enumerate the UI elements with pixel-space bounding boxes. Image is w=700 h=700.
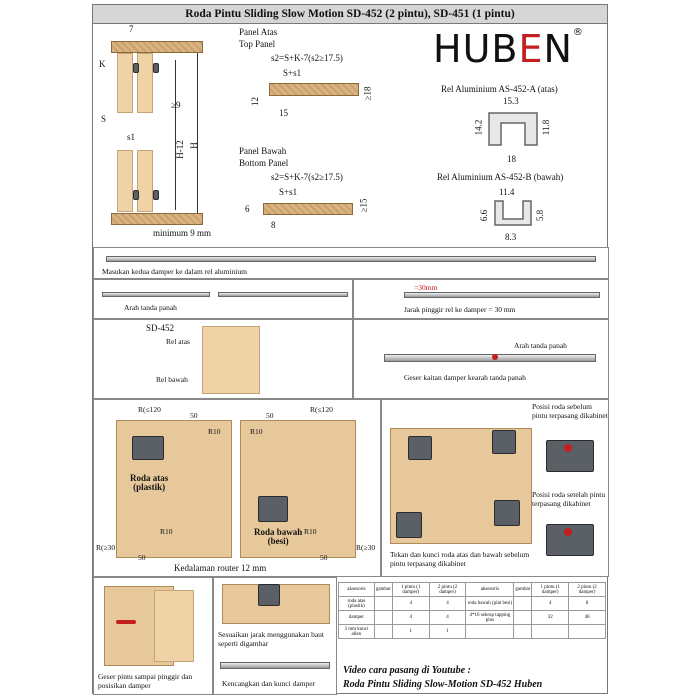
wheel-icon — [408, 436, 432, 460]
table-cell: 4 — [429, 611, 466, 625]
step2a-caption: Arah tanda panah — [124, 303, 177, 312]
rail-icon — [404, 292, 600, 298]
dim-h: H — [188, 142, 199, 149]
minimum-label: minimum 9 mm — [153, 228, 212, 238]
step6-left-caption: Geser pintu sampai pinggir dan posisikan damper — [98, 672, 193, 690]
table-header: gambar — [514, 583, 532, 597]
table-cell — [532, 625, 569, 639]
step-adjust — [213, 577, 337, 695]
bottom-panel-bottom: 8 — [271, 220, 276, 230]
sd452-label: SD-452 — [146, 323, 175, 333]
table-header: 1 pintu (1 damper) — [532, 583, 569, 597]
table-cell: 4 — [532, 597, 569, 611]
dim-k: K — [99, 59, 106, 69]
step4-l2: 50 — [190, 411, 198, 420]
position-before-label: Posisi roda sebelum pintu terpasang dikabinet — [532, 402, 608, 420]
bottom-panel-ss1: S+s1 — [279, 187, 298, 197]
red-marker-icon — [564, 528, 572, 536]
rail-b-right: 5.8 — [535, 209, 546, 222]
table-header: 2 pintu (2 damper) — [429, 583, 466, 597]
step4-b4: R10 — [304, 527, 317, 536]
top-panel-bottom: 15 — [279, 108, 288, 118]
table-cell: 1 — [429, 625, 466, 639]
youtube-line2: Roda Pintu Sliding Slow-Motion SD-452 Huben — [343, 679, 543, 690]
arrow-icon — [116, 620, 136, 624]
instruction-sheet — [92, 4, 608, 694]
step-arrow-direction — [93, 279, 353, 319]
table-cell — [569, 625, 606, 639]
table-header-row — [339, 583, 606, 597]
step4-l6: R10 — [250, 427, 263, 436]
wheel-icon — [396, 512, 422, 538]
bottom-panel-formula: s2=S+K-7(s2≥17.5) — [271, 172, 343, 182]
step4-l5: R10 — [208, 427, 221, 436]
table-cell: roda atas (plastik) — [339, 597, 375, 611]
table-cell: 4 — [429, 597, 466, 611]
step-slide-damper — [353, 319, 609, 399]
table-cell: 4 — [392, 597, 429, 611]
bottom-panel-right: ≥15 — [358, 198, 369, 213]
accessories-table — [338, 582, 606, 639]
damper-icon — [102, 292, 210, 297]
step4-b1: R(≥30 — [96, 543, 116, 552]
top-panel-label-en: Top Panel — [239, 39, 276, 49]
page-title: Roda Pintu Sliding Slow Motion SD-452 (2 pintu), SD-451 (1 pintu) — [93, 5, 607, 24]
rail-a-width: 15.3 — [503, 96, 519, 106]
roda-atas-label: Roda atas (plastik) — [130, 473, 169, 492]
upper-wheel-icon — [132, 436, 164, 460]
damper-rail-icon — [384, 354, 596, 362]
table-header: 1 pintu (1 damper) — [392, 583, 429, 597]
step4-l4: 50 — [266, 411, 274, 420]
table-header: aksesoris — [466, 583, 514, 597]
step-insert-damper — [93, 247, 609, 279]
step4-l3: R(≤120 — [310, 405, 333, 414]
top-panel-strip — [111, 41, 203, 53]
step4-b3: R10 — [160, 527, 173, 536]
table-cell — [514, 625, 532, 639]
rel-bawah-label: Rel bawah — [156, 375, 188, 384]
dim-s: S — [101, 114, 107, 124]
rail-b-left: 6.6 — [479, 209, 490, 222]
rail-b-base: 8.3 — [505, 232, 517, 242]
table-header: gambar — [374, 583, 392, 597]
rail-a-base: 18 — [507, 154, 516, 164]
door-back-lower — [137, 150, 153, 212]
roller-icon — [153, 190, 159, 200]
top-panel-section — [269, 83, 359, 96]
step4-b2: 50 — [138, 553, 146, 562]
rail-a-right: 11.8 — [541, 119, 552, 136]
dim-top: 7 — [129, 24, 134, 34]
dimension-line — [175, 60, 176, 210]
wheel-icon — [494, 500, 520, 526]
dim-s1: s1 — [127, 132, 136, 142]
table-cell — [374, 597, 392, 611]
dim-ge9: ≥9 — [171, 100, 181, 110]
step-slide-door — [93, 577, 213, 695]
table-row — [339, 625, 606, 639]
step3b-caption: Geser kaitan damper kearah tanda panah — [404, 373, 526, 382]
bottom-panel-strip — [111, 213, 203, 225]
roller-icon — [133, 190, 139, 200]
top-panel-label-id: Panel Atas — [239, 27, 278, 37]
table-cell: 32 — [532, 611, 569, 625]
table-header: aksesoris — [339, 583, 375, 597]
press-lock-wheels — [381, 399, 609, 577]
table-row — [339, 597, 606, 611]
rel-atas-label: Rel atas — [166, 337, 190, 346]
arrow-label: Arah tanda panah — [514, 341, 567, 350]
rail-b-width: 11.4 — [499, 187, 515, 197]
red-hook-icon — [492, 354, 498, 360]
table-cell — [514, 597, 532, 611]
door-panel-icon — [202, 326, 260, 394]
router-caption: Kedalaman router 12 mm — [174, 563, 267, 573]
step4-l1: R(≤120 — [138, 405, 161, 414]
cabinet-shelves-icon — [154, 590, 194, 662]
step6-bottom-caption: Kencangkan dan kunci damper — [222, 679, 316, 688]
bottom-panel-label-id: Panel Bawah — [239, 146, 287, 156]
table-cell: 4 — [392, 611, 429, 625]
rail-icon — [218, 292, 348, 297]
wheel-icon — [258, 584, 280, 606]
position-after-label: Posisi roda setelah pintu terpasang dikabinet — [532, 490, 606, 508]
step6-mid-caption: Sesuaikan jarak menggunakan baut seperti digambar — [218, 630, 325, 648]
door-front-lower — [117, 150, 133, 212]
table-cell: 4*16 sekrup tapping plus — [466, 611, 514, 625]
bottom-panel-section — [263, 203, 353, 215]
bottom-panel-label-en: Bottom Panel — [239, 158, 289, 168]
router-layout — [93, 399, 381, 577]
dimension-line — [197, 53, 198, 213]
damper-icon — [220, 662, 330, 669]
wheel-icon — [492, 430, 516, 454]
door-back-upper — [137, 53, 153, 113]
dim-h12: H-12 — [174, 140, 185, 159]
roller-icon — [133, 63, 139, 73]
youtube-line1: Video cara pasang di Youtube : — [343, 665, 471, 676]
top-panel-formula: s2=S+K-7(s2≥17.5) — [271, 53, 343, 63]
step-distance — [353, 279, 609, 319]
rail-b-label: Rel Aluminium AS-452-B (bawah) — [437, 172, 564, 182]
rail-a-profile-icon — [485, 109, 541, 149]
table-cell: roda bawah (plat besi) — [466, 597, 514, 611]
lower-wheel-icon — [258, 496, 288, 522]
step5-caption: Tekan dan kunci roda atas dan bawah sebelum pintu terpasang dikabinet — [390, 550, 530, 568]
table-cell — [514, 611, 532, 625]
table-cell: 48 — [569, 611, 606, 625]
rail-icon — [106, 256, 596, 262]
rail-a-label: Rel Aluminium AS-452-A (atas) — [441, 84, 558, 94]
top-panel-right: ≥18 — [362, 86, 373, 101]
table-cell — [374, 625, 392, 639]
table-cell — [374, 611, 392, 625]
step4-b5: 50 — [320, 553, 328, 562]
table-cell: 3 mm kunci allen — [339, 625, 375, 639]
table-cell: 1 — [392, 625, 429, 639]
step1-caption: Masukan kedua damper ke dalam rel aluminium — [102, 267, 247, 276]
roller-icon — [153, 63, 159, 73]
top-panel-left: 12 — [250, 97, 260, 106]
rail-a-left: 14.2 — [473, 119, 484, 136]
step2b-caption: Jarak pinggir rel ke damper = 30 mm — [404, 305, 516, 314]
red-marker-icon — [564, 444, 572, 452]
step4-b6: R(≥30 — [356, 543, 376, 552]
table-cell: damper — [339, 611, 375, 625]
table-header: 2 pintu (2 damper) — [569, 583, 606, 597]
rail-b-profile-icon — [493, 199, 533, 229]
table-cell — [466, 625, 514, 639]
table-row — [339, 611, 606, 625]
top-panel-ss1: S+s1 — [283, 68, 302, 78]
door-front-upper — [117, 53, 133, 113]
huben-logo: HUBEN® — [433, 27, 584, 71]
distance-tag: =30mm — [414, 283, 438, 292]
roda-bawah-label: Roda bawah (besi) — [254, 527, 303, 546]
bottom-panel-left: 6 — [245, 204, 250, 214]
step-rails-sd452 — [93, 319, 353, 399]
table-cell: 8 — [569, 597, 606, 611]
